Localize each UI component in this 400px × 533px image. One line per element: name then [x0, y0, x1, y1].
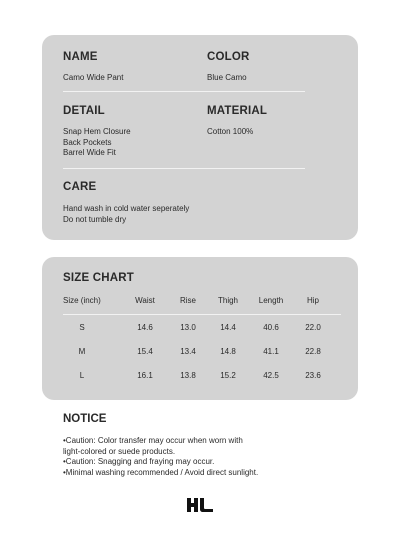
- care-line: Hand wash in cold water seperately: [63, 204, 190, 213]
- table-cell: 14.4: [220, 323, 236, 332]
- table-cell: 23.6: [305, 371, 321, 380]
- name-value: Camo Wide Pant: [63, 73, 124, 82]
- detail-line: Back Pockets: [63, 137, 112, 147]
- notice-line: •Minimal washing recommended / Avoid direct sunlight.: [63, 467, 259, 477]
- size-chart-card: [42, 257, 358, 400]
- size-label: M: [78, 347, 86, 356]
- notice-line: •Caution: Color transfer may occur when worn with: [63, 436, 243, 445]
- brand-logo-icon: [186, 497, 214, 513]
- hip-header: Hip: [306, 296, 319, 305]
- table-cell: 14.8: [220, 347, 236, 356]
- divider: [63, 91, 305, 92]
- product-info-card: [42, 35, 358, 240]
- size-chart-title: SIZE CHART: [63, 272, 134, 284]
- table-cell: 14.6: [137, 323, 153, 332]
- table-cell: 16.1: [137, 371, 153, 380]
- care-heading: CARE: [63, 181, 97, 193]
- table-cell: 13.0: [180, 323, 196, 332]
- detail-heading: DETAIL: [63, 105, 105, 117]
- waist-header: Waist: [135, 296, 155, 305]
- table-cell: 13.4: [180, 347, 196, 356]
- table-cell: 15.4: [137, 347, 153, 356]
- divider: [63, 314, 341, 315]
- table-cell: 40.6: [263, 323, 279, 332]
- care-line: Do not tumble dry: [63, 214, 127, 224]
- table-cell: 41.1: [263, 347, 279, 356]
- notice-line: •Caution: Snagging and fraying may occur.: [63, 457, 215, 466]
- material-value: Cotton 100%: [207, 127, 254, 136]
- thigh-header: Thigh: [217, 296, 238, 305]
- table-cell: 13.8: [180, 371, 196, 380]
- name-heading: NAME: [63, 51, 98, 63]
- material-heading: MATERIAL: [207, 105, 268, 117]
- notice-title: NOTICE: [63, 413, 107, 425]
- table-cell: 22.8: [305, 347, 321, 356]
- size-header: Size (inch): [63, 296, 101, 305]
- table-cell: 42.5: [263, 371, 279, 380]
- table-cell: 15.2: [220, 371, 236, 380]
- size-label: S: [79, 323, 85, 332]
- notice-line: light-colored or suede products.: [63, 446, 176, 456]
- divider: [63, 168, 305, 169]
- detail-line: Barrel Wide Fit: [63, 148, 116, 157]
- size-label: L: [79, 371, 85, 380]
- length-header: Length: [258, 296, 284, 305]
- color-heading: COLOR: [207, 51, 250, 63]
- color-value: Blue Camo: [207, 73, 247, 82]
- detail-line: Snap Hem Closure: [63, 127, 131, 136]
- table-cell: 22.0: [305, 323, 321, 332]
- rise-header: Rise: [179, 296, 196, 305]
